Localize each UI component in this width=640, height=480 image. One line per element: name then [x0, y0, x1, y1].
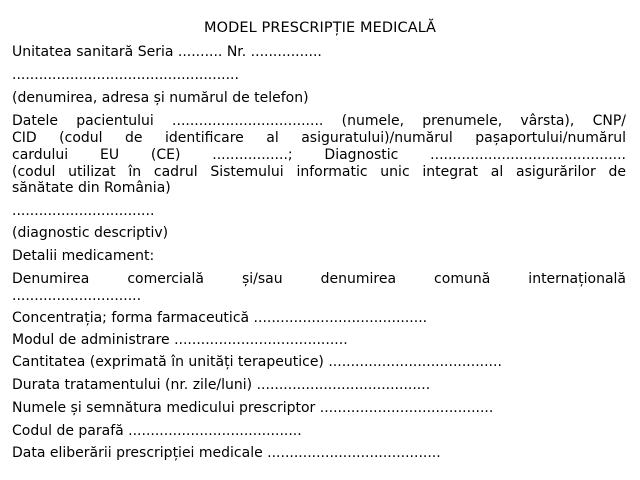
form-title: MODEL PRESCRIPȚIE MEDICALĂ	[203, 20, 436, 36]
duration-line: Durata tratamentului (nr. zile/luni) .......................................	[12, 377, 431, 393]
health-unit-details-hint: (denumirea, adresa și numărul de telefon)	[12, 90, 309, 106]
patient-data-line-5: sănătate din România)	[12, 180, 171, 196]
prescriber-line: Numele și semnătura medicului prescriptor .......................................	[12, 400, 494, 416]
quantity-line: Cantitatea (exprimată în unități terapeutice) .......................................	[12, 354, 502, 370]
concentration-line: Concentrația; forma farmaceutică .......................................	[12, 310, 428, 326]
patient-data-line-4: (codul utilizat în cadrul Sistemului informatic unic integrat al asigurărilor de	[12, 164, 626, 180]
issue-date-line: Data eliberării prescripției medicale .......................................	[12, 445, 441, 461]
medication-name-line-1: Denumirea comercială și/sau denumirea comună internațională	[12, 271, 626, 287]
medication-details-heading: Detalii medicament:	[12, 248, 155, 264]
diagnosis-dots: ................................	[12, 203, 155, 219]
health-unit-line: Unitatea sanitară Seria .......... Nr. ................	[12, 44, 322, 60]
medication-name-line-2: .............................	[12, 288, 142, 304]
stamp-code-line: Codul de parafă .......................................	[12, 423, 302, 439]
patient-data-line-1: Datele pacientului .................................. (numele, prenumele, vârsta), CNP/	[12, 113, 626, 129]
health-unit-dots: ...................................................	[12, 67, 239, 83]
patient-data-line-2: CID (codul de identificare al asiguratului)/numărul pașaportului/numărul	[12, 130, 626, 146]
administration-line: Modul de administrare .......................................	[12, 332, 348, 348]
diagnosis-descriptive-hint: (diagnostic descriptiv)	[12, 225, 169, 241]
patient-data-line-3: cardului EU (CE) .................; Diagnostic ............................................	[12, 147, 626, 163]
